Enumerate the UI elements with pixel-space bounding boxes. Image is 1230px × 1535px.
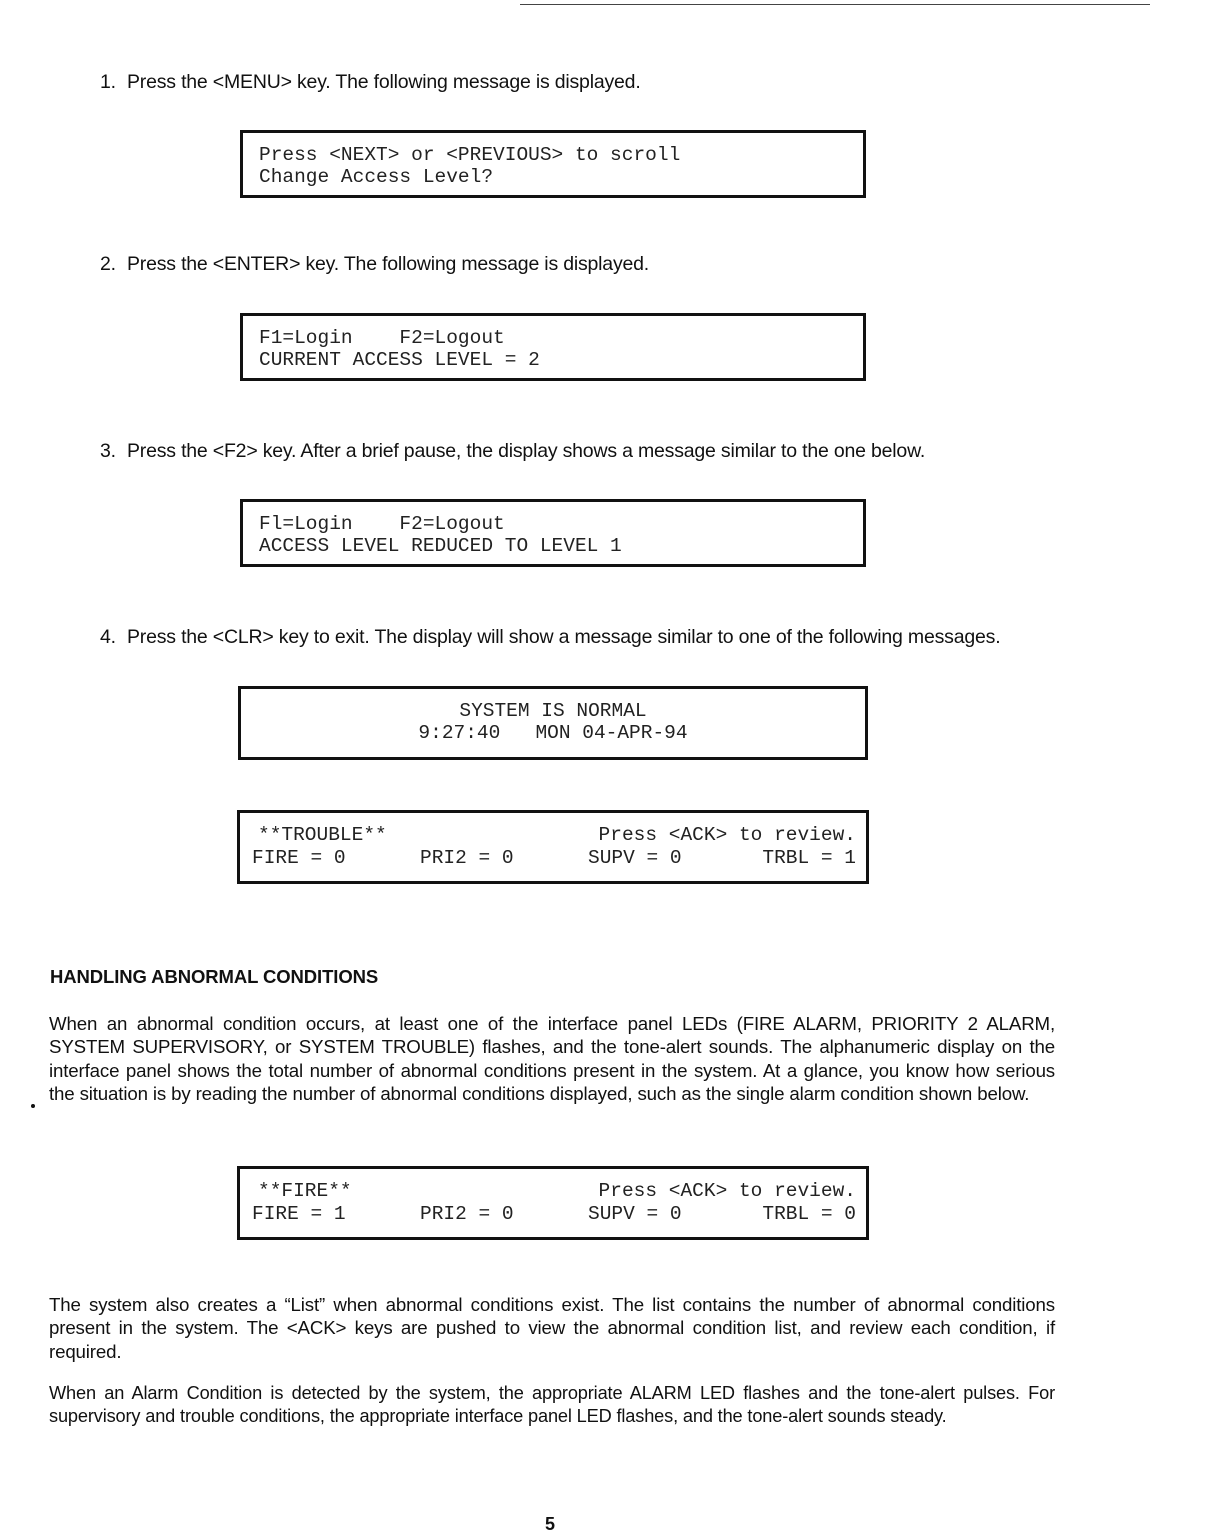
section-heading: HANDLING ABNORMAL CONDITIONS (50, 966, 379, 987)
display-trouble (237, 810, 869, 884)
fire-count: FIRE = 1 (252, 1203, 346, 1225)
step-number: 2. (100, 253, 116, 275)
step-4 (100, 625, 1000, 649)
supv-count: SUPV = 0 (588, 1203, 682, 1225)
step-number: 3. (100, 440, 116, 462)
step-text: Press the <F2> key. After a brief pause, the display shows a message similar to the one below. (127, 440, 926, 462)
step-number: 4. (100, 626, 116, 648)
top-rule (520, 4, 1150, 5)
paragraph-alarm: When an Alarm Condition is detected by the system, the appropriate ALARM LED flashes and the tone-alert pulses. For supervisory and trouble conditions, the appropriate interface panel LED flashes, and the tone-alert sounds steady. (49, 1383, 1055, 1427)
display-menu (240, 130, 866, 198)
display-line-1: F1=Login F2=Logout (259, 327, 505, 349)
step-1 (100, 70, 641, 94)
display-line-2: 9:27:40 MON 04-APR-94 (418, 722, 688, 744)
status-label: **FIRE** (258, 1180, 352, 1202)
trbl-count: TRBL = 0 (762, 1203, 856, 1225)
step-2 (100, 252, 649, 276)
step-text: Press the <ENTER> key. The following message is displayed. (127, 253, 650, 275)
margin-mark (31, 1104, 35, 1108)
step-text: Press the <CLR> key to exit. The display will show a message similar to one of the following messages. (127, 626, 1001, 648)
pri2-count: PRI2 = 0 (420, 1203, 514, 1225)
step-3 (100, 439, 925, 463)
step-text: Press the <MENU> key. The following message is displayed. (127, 71, 641, 93)
display-line-2: Change Access Level? (259, 166, 494, 188)
display-line-1: Press <NEXT> or <PREVIOUS> to scroll (259, 144, 681, 166)
display-f2 (240, 499, 866, 567)
step-number: 1. (100, 71, 116, 93)
fire-count: FIRE = 0 (252, 847, 346, 869)
trbl-count: TRBL = 1 (762, 847, 856, 869)
display-line-1: SYSTEM IS NORMAL (459, 700, 647, 722)
display-enter (240, 313, 866, 381)
paragraph-list: The system also creates a “List” when abnormal conditions exist. The list contains the number of abnormal conditions present in the system. The <ACK> keys are pushed to view the abnormal condition list, and review each condition, if required. (49, 1294, 1055, 1362)
display-line-2: ACCESS LEVEL REDUCED TO LEVEL 1 (259, 535, 622, 557)
pri2-count: PRI2 = 0 (420, 847, 514, 869)
status-label: **TROUBLE** (258, 824, 387, 846)
ack-prompt: Press <ACK> to review. (598, 1180, 856, 1202)
display-fire (237, 1166, 869, 1240)
supv-count: SUPV = 0 (588, 847, 682, 869)
page-number: 5 (545, 1514, 556, 1534)
display-line-2: CURRENT ACCESS LEVEL = 2 (259, 349, 540, 371)
display-line-1: Fl=Login F2=Logout (259, 513, 505, 535)
display-normal (238, 686, 868, 760)
ack-prompt: Press <ACK> to review. (598, 824, 856, 846)
paragraph-abnormal: When an abnormal condition occurs, at least one of the interface panel LEDs (FIRE ALARM, PRIORITY 2 ALARM, SYSTEM SUPERVISORY, or SYSTEM TROUBLE) flashes, and the tone-alert sounds. The alphanumeric display on the interface panel shows the total number of abnormal conditions present in the system. At a glance, you know how serious the situation is by reading the number of abnormal conditions displayed, such as the single alarm condition shown below. (49, 1013, 1055, 1105)
